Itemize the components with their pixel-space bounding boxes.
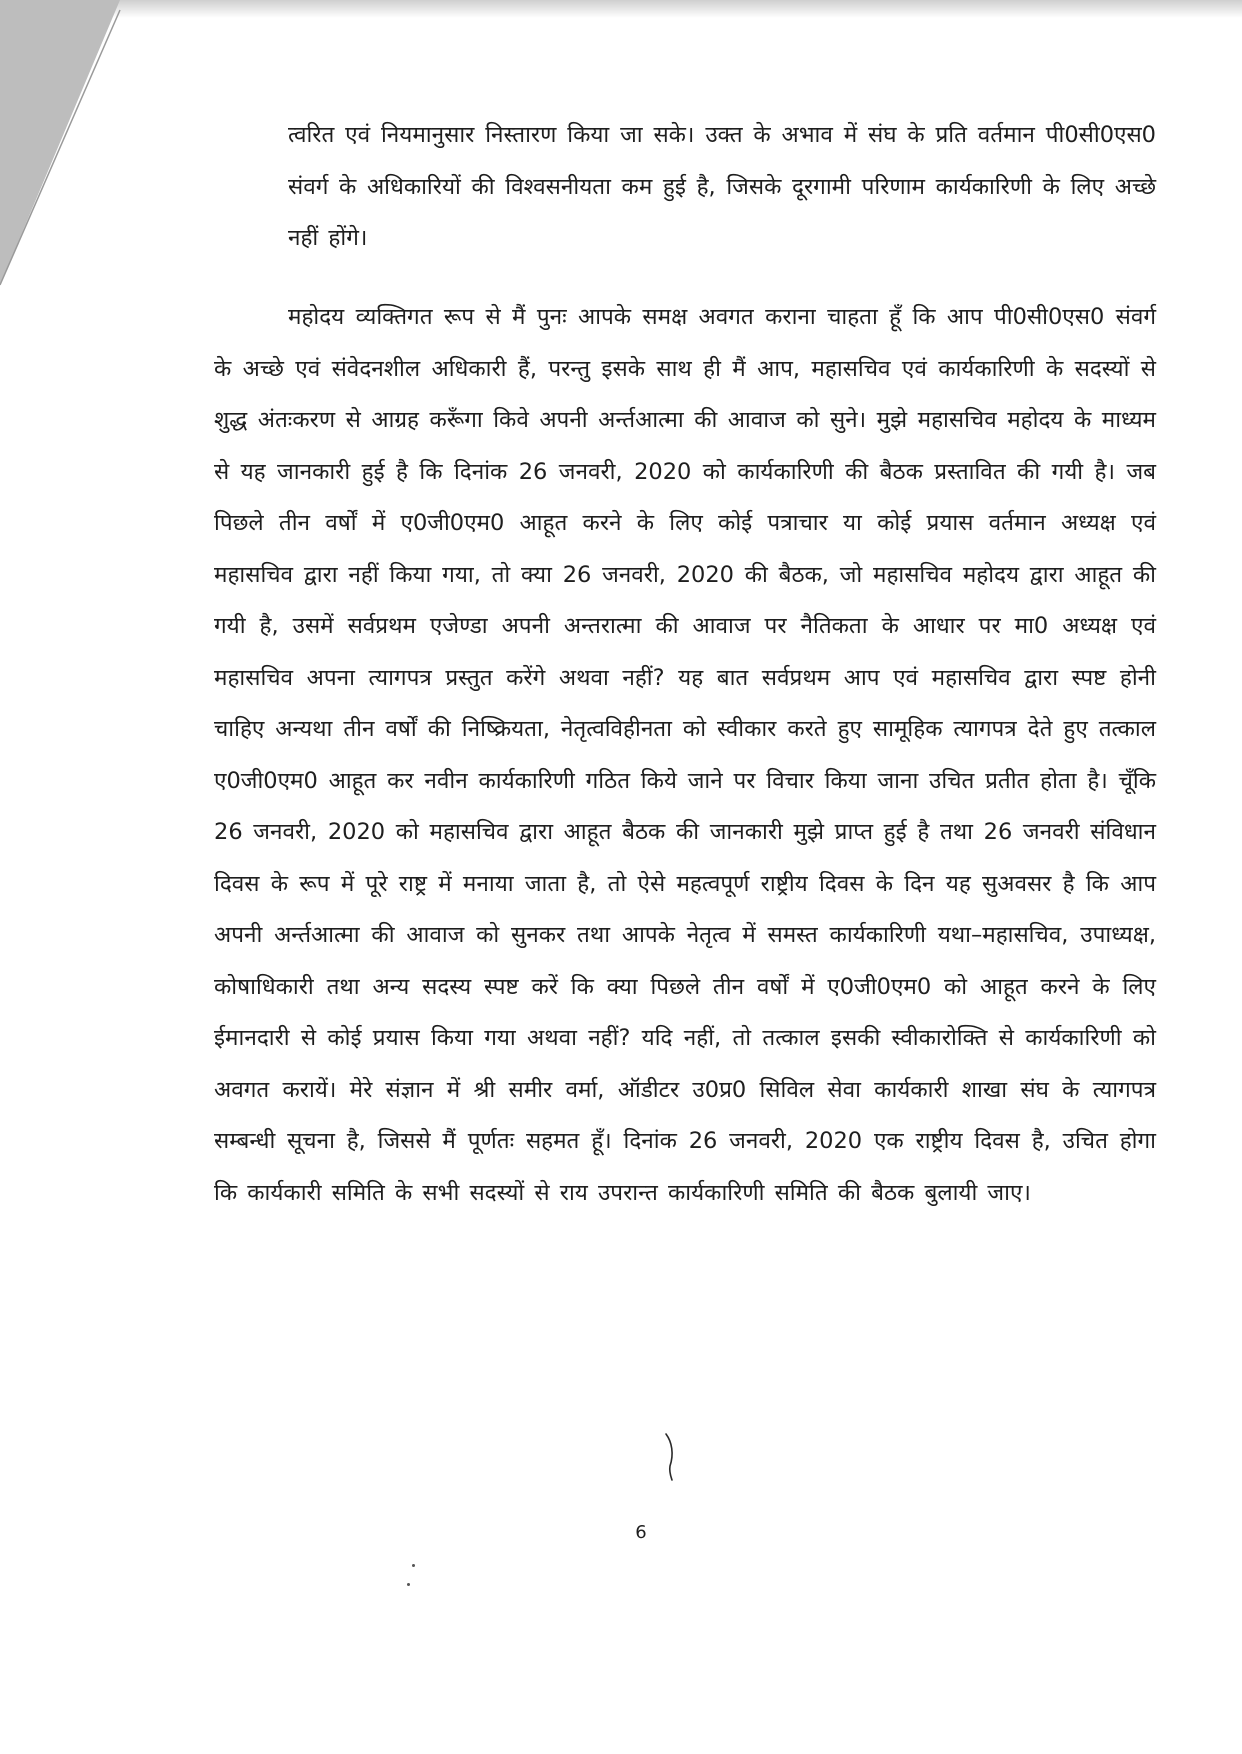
scan-speck [407, 1583, 410, 1586]
paragraph-continuation: त्वरित एवं नियमानुसार निस्तारण किया जा सके। उक्त के अभाव में संघ के प्रति वर्तमान पी0सी0एस0 संवर्ग के अधिकारियों की विश्वसनीयता कम हुई है, जिसके दूरगामी परिणाम कार्यकारिणी के लिए अच्छे नहीं होंगे। [288, 122, 1156, 251]
handwritten-pen-mark [662, 1432, 682, 1482]
page-number: 6 [635, 1522, 647, 1543]
scan-speck [412, 1564, 415, 1567]
paragraph-main: महोदय व्यक्तिगत रूप से मैं पुनः आपके समक्ष अवगत कराना चाहता हूँ कि आप पी0सी0एस0 संवर्ग के अच्छे एवं संवेदनशील अधिकारी हैं, परन्तु इसके साथ ही मैं आप, महासचिव एवं कार्यकारिणी के सदस्यों से शुद्ध अंतःकरण से आग्रह करूँगा किवे अपनी अर्न्तआत्मा की आवाज को सुने। मुझे महासचिव महोदय के माध्यम से यह जानकारी हुई है कि दिनांक 26 जनवरी, 2020 को कार्यकारिणी की बैठक प्रस्तावित की गयी है। जब पिछले तीन वर्षों में ए0जी0एम0 आहूत करने के लिए कोई पत्राचार या कोई प्रयास वर्तमान अध्यक्ष एवं महासचिव द्वारा नहीं किया गया, तो क्या 26 जनवरी, 2020 की बैठक, जो महासचिव महोदय द्वारा आहूत की गयी है, उसमें सर्वप्रथम एजेण्डा अपनी अन्तरात्मा की आवाज पर नैतिकता के आधार पर मा0 अध्यक्ष एवं महासचिव अपना त्यागपत्र प्रस्तुत करेंगे अथवा नहीं? यह बात सर्वप्रथम आप एवं महासचिव द्वारा स्पष्ट होनी चाहिए अन्यथा तीन वर्षों की निष्क्रियता, नेतृत्वविहीनता को स्वीकार करते हुए सामूहिक त्यागपत्र देते हुए तत्काल ए0जी0एम0 आहूत कर नवीन कार्यकारिणी गठित किये जाने पर विचार किया जाना उचित प्रतीत होता है। चूँकि 26 जनवरी, 2020 को महासचिव द्वारा आहूत बैठक की जानकारी मुझे प्राप्त हुई है तथा 26 जनवरी संविधान दिवस के रूप में पूरे राष्ट्र में मनाया जाता है, तो ऐसे महत्वपूर्ण राष्ट्रीय दिवस के दिन यह सुअवसर है कि आप अपनी अर्न्तआत्मा की आवाज को सुनकर तथा आपके नेतृत्व में समस्त कार्यकारिणी यथा–महासचिव, उपाध्यक्ष, कोषाधिकारी तथा अन्य सदस्य स्पष्ट करें कि क्या पिछले तीन वर्षों में ए0जी0एम0 को आहूत करने के लिए ईमानदारी से कोई प्रयास किया गया अथवा नहीं? यदि नहीं, तो तत्काल इसकी स्वीकारोक्ति से कार्यकारिणी को अवगत करायें। मेरे संज्ञान में श्री समीर वर्मा, ऑडीटर उ0प्र0 सिविल सेवा कार्यकारी शाखा संघ के त्यागपत्र सम्बन्धी सूचना है, जिससे मैं पूर्णतः सहमत हूँ। दिनांक 26 जनवरी, 2020 एक राष्ट्रीय दिवस है, उचित होगा कि कार्यकारी समिति के सभी सदस्यों से राय उपरान्त कार्यकारिणी समिति की बैठक बुलायी जाए। [214, 304, 1156, 1206]
